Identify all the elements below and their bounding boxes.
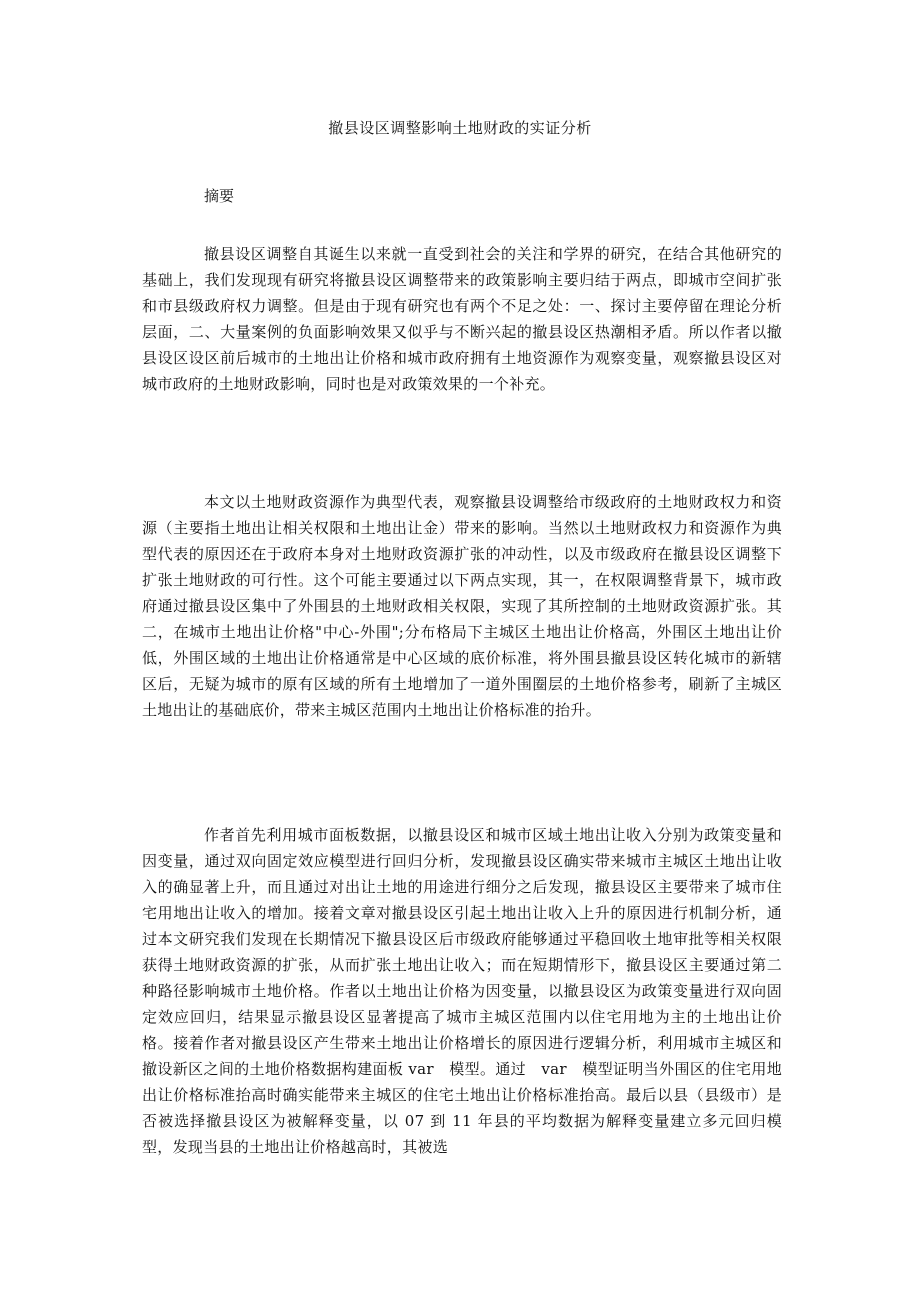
abstract-heading: 摘要 [204, 187, 235, 205]
document-title: 撤县设区调整影响土地财政的实证分析 [328, 119, 592, 137]
paragraph-3: 作者首先利用城市面板数据，以撤县设区和城市区域土地出让收入分别为政策变量和因变量，通过双向固定效应模型进行回归分析，发现撤县设区确实带来城市主城区土地出让收入的确显著上升，而且通过对出让土地的用途进行细分之后发现，撤县设区主要带来了城市住宅用地出让收入的增加。接着文章对撤县设区引起土地出让收入上升的原因进行机制分析，通过本文研究我们发现在长期情况下撤县设区后市级政府能够通过平稳回收土地审批等相关权限获得土地财政资源的扩张，从而扩张土地出让收入；而在短期情形下，撤县设区主要通过第二种路径影响城市土地价格。作者以土地出让价格为因变量，以撤县设区为政策变量进行双向固定效应回归，结果显示撤县设区显著提高了城市主城区范围内以住宅用地为主的土地出让价格。接着作者对撤县设区产生带来土地出让价格增长的原因进行逻辑分析，利用城市主城区和撤设新区之间的土地价格数据构建面板 var 模型。通过 var 模型证明当外围区的住宅用地出让价格标准抬高时确实能带来主城区的住宅土地出让价格标准抬高。最后以县（县级市）是否被选择撤县设区为被解释变量，以 07 到 11 年县的平均数据为解释变量建立多元回归模型，发现当县的土地出让价格越高时，其被选 [142, 826, 782, 1156]
paragraph-1: 撤县设区调整自其诞生以来就一直受到社会的关注和学界的研究，在结合其他研究的基础上，我们发现现有研究将撤县设区调整带来的政策影响主要归结于两点，即城市空间扩张和市县级政府权力调整。但是由于现有研究也有两个不足之处：一、探讨主要停留在理论分析层面，二、大量案例的负面影响效果又似乎与不断兴起的撤县设区热潮相矛盾。所以作者以撤县设区设区前后城市的土地出让价格和城市政府拥有土地资源作为观察变量，观察撤县设区对城市政府的土地财政影响，同时也是对政策效果的一个补充。 [142, 245, 782, 393]
paragraph-2: 本文以土地财政资源作为典型代表，观察撤县设调整给市级政府的土地财政权力和资源（主要指土地出让相关权限和土地出让金）带来的影响。当然以土地财政权力和资源作为典型代表的原因还在于政府本身对土地财政资源扩张的冲动性，以及市级政府在撤县设区调整下扩张土地财政的可行性。这个可能主要通过以下两点实现，其一，在权限调整背景下，城市政府通过撤县设区集中了外围县的土地财政相关权限，实现了其所控制的土地财政资源扩张。其二，在城市土地出让价格"中心-外围";分布格局下主城区土地出让价格高，外围区土地出让价低，外围区域的土地出让价格通常是中心区域的底价标准，将外围县撤县设区转化城市的新辖区后，无疑为城市的原有区域的所有土地增加了一道外围圈层的土地价格参考，刷新了主城区土地出让的基础底价，带来主城区范围内土地出让价格标准的抬升。 [142, 493, 782, 719]
